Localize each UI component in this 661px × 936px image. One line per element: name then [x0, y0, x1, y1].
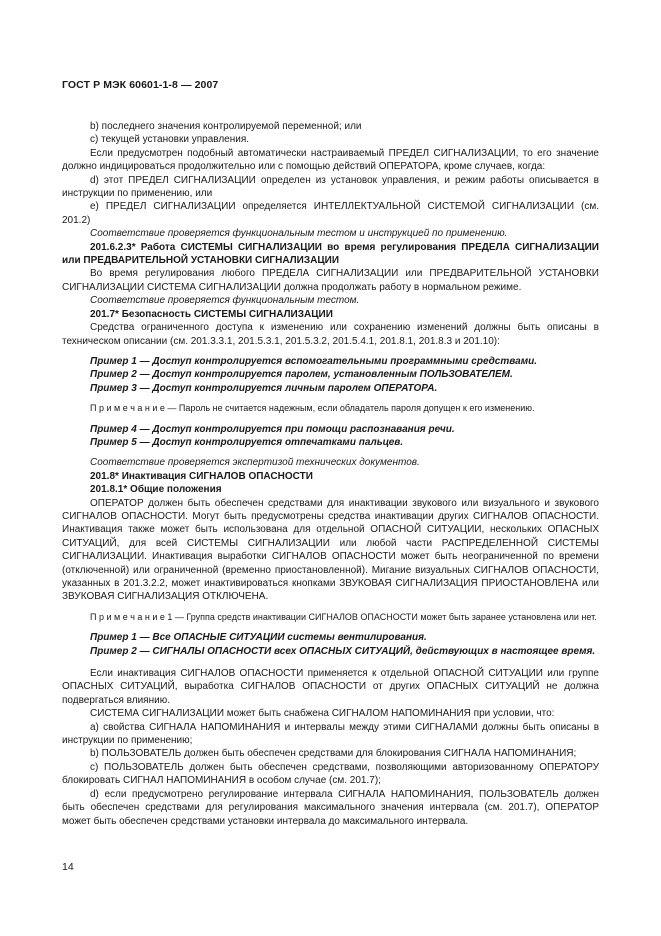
paragraph: Пример 5 — Доступ контролируется отпечатками пальцев.	[90, 436, 404, 448]
paragraph: Пример 1 — Доступ контролируется вспомогательными программными средствами.	[90, 355, 538, 367]
paragraph: 201.7* Безопасность СИСТЕМЫ СИГНАЛИЗАЦИИ	[90, 308, 333, 320]
spacer	[62, 348, 599, 355]
paragraph: Пример 3 — Доступ контролируется личным паролем ОПЕРАТОРА.	[90, 382, 438, 394]
paragraph: b) последнего значения контролируемой переменной; или	[90, 121, 362, 132]
paragraph: Если инактивация СИГНАЛОВ ОПАСНОСТИ применяется к отдельной ОПАСНОЙ СИТУАЦИИ или группе ОПАСНЫХ СИТУАЦИЙ, выработка СИГНАЛОВ ОПАСНОСТИ от других ОПАСНЫХ СИТУАЦИЙ не должна подвергаться влиянию.	[62, 668, 599, 706]
document-body	[62, 120, 599, 828]
paragraph: e) ПРЕДЕЛ СИГНАЛИЗАЦИИ определяется ИНТЕЛЛЕКТУАЛЬНОЙ СИСТЕМОЙ СИГНАЛИЗАЦИИ (см. 201.2)	[62, 201, 599, 226]
paragraph: c) текущей установки управления.	[90, 134, 250, 146]
paragraph: c) ПОЛЬЗОВАТЕЛЬ должен быть обеспечен средствами, позволяющими авторизованному ОПЕРАТОРУ блокировать СИГНАЛ НАПОМИНАНИЯ в особом случае (см. 201.7);	[62, 761, 599, 787]
document-header: ГОСТ Р МЭК 60601-1-8 — 2007	[62, 79, 219, 91]
paragraph: Соответствие проверяется функциональным тестом.	[90, 295, 360, 307]
paragraph: Во время регулирования любого ПРЕДЕЛА СИГНАЛИЗАЦИИ или ПРЕДВАРИТЕЛЬНОЙ УСТАНОВКИ СИГНАЛИЗАЦИИ СИСТЕМА СИГНАЛИЗАЦИИ должна продолжать работу в нормальном режиме.	[62, 268, 599, 293]
paragraph: a) свойства СИГНАЛА НАПОМИНАНИЯ и интервалы между этими СИГНАЛАМИ должны быть описаны в инструкции по применению;	[62, 721, 599, 747]
paragraph: Средства ограниченного доступа к изменению или сохранению изменений должны быть описаны в техническом описании (см. 201.3.3.1, 201.5.3.1, 201.5.3.2, 201.5.4.1, 201.8.1, 201.8.3 и 201.10):	[62, 322, 599, 347]
paragraph: 201.8.1* Общие положения	[90, 484, 222, 496]
paragraph: П р и м е ч а н и е — Пароль не считается надежным, если обладатель пароля допущен к его изменению.	[90, 403, 535, 414]
spacer	[62, 604, 599, 611]
spacer	[62, 395, 599, 402]
paragraph: d) этот ПРЕДЕЛ СИГНАЛИЗАЦИИ определен из установок управления, и режим работы описывается в инструкции по применению, или	[62, 174, 599, 200]
page-number: 14	[62, 861, 74, 873]
paragraph: Пример 4 — Доступ контролируется при помощи распознавания речи.	[90, 423, 455, 435]
paragraph: Если предусмотрен подобный автоматически настраиваемый ПРЕДЕЛ СИГНАЛИЗАЦИИ, то его значение должно индицироваться продолжительно или с помощью действий ОПЕРАТОРА, кроме случаев, когда:	[62, 147, 599, 173]
paragraph: 201.8* Инактивация СИГНАЛОВ ОПАСНОСТИ	[90, 470, 313, 482]
paragraph: Соответствие проверяется экспертизой технических документов.	[90, 457, 420, 469]
paragraph: ОПЕРАТОР должен быть обеспечен средствами для инактивации звукового или визуального и звукового СИГНАЛОВ ОПАСНОСТИ. Могут быть предусмотрены средства инактивации других СИГНАЛОВ ОПАСНОСТИ. Инактивация также может быть использована для отдельной ОПАСНОЙ СИТУАЦИИ, нескольких ОПАСНЫХ СИТУАЦИЙ, для всей СИСТЕМЫ СИГНАЛИЗАЦИИ или любой части РАСПРЕДЕЛЕННОЙ СИСТЕМЫ СИГНАЛИЗАЦИИ. Инактивация выработки СИГНАЛОВ ОПАСНОСТИ может быть неограниченной по времени (отключенной) или ограниченной (временно приостановленной). Мигание визуальных СИГНАЛОВ ОПАСНОСТИ, указанных в 201.3.2.2, может инактивироваться кнопками ЗВУКОВАЯ СИГНАЛИЗАЦИЯ ПРИОСТАНОВЛЕНА или ЗВУКОВАЯ СИГНАЛИЗАЦИЯ ОТКЛЮЧЕНА.	[62, 497, 599, 603]
paragraph: d) если предусмотрено регулирование интервала СИГНАЛА НАПОМИНАНИЯ, ПОЛЬЗОВАТЕЛЬ должен быть обеспечен средствами для регулирования максимального значения интервала (см. 201.7), ОПЕРАТОР может быть обеспечен средствами установки интервала до максимального интервала.	[62, 788, 599, 827]
spacer	[62, 416, 599, 423]
spacer	[62, 658, 599, 667]
paragraph: Пример 1 — Все ОПАСНЫЕ СИТУАЦИИ системы вентилирования.	[90, 632, 427, 644]
spacer	[62, 449, 599, 456]
paragraph: b) ПОЛЬЗОВАТЕЛЬ должен быть обеспечен средствами для блокирования СИГНАЛА НАПОМИНАНИЯ;	[90, 748, 577, 760]
paragraph: Пример 2 — Доступ контролируется паролем, установленным ПОЛЬЗОВАТЕЛЕМ.	[90, 369, 513, 381]
paragraph: Соответствие проверяется функциональным тестом и инструкцией по применению.	[90, 228, 508, 240]
paragraph: СИСТЕМА СИГНАЛИЗАЦИИ может быть снабжена СИГНАЛОМ НАПОМИНАНИЯ при условии, что:	[90, 708, 555, 720]
spacer	[62, 624, 599, 631]
paragraph: 201.6.2.3* Работа СИСТЕМЫ СИГНАЛИЗАЦИИ во время регулирования ПРЕДЕЛА СИГНАЛИЗАЦИИ или ПРЕДВАРИТЕЛЬНОЙ УСТАНОВКИ СИГНАЛИЗАЦИИ	[62, 241, 599, 267]
paragraph: П р и м е ч а н и е 1 — Группа средств инактивации СИГНАЛОВ ОПАСНОСТИ может быть заранее установлена или нет.	[90, 611, 597, 622]
paragraph: Пример 2 — СИГНАЛЫ ОПАСНОСТИ всех ОПАСНЫХ СИТУАЦИЙ, действующих в настоящее время.	[90, 645, 596, 657]
